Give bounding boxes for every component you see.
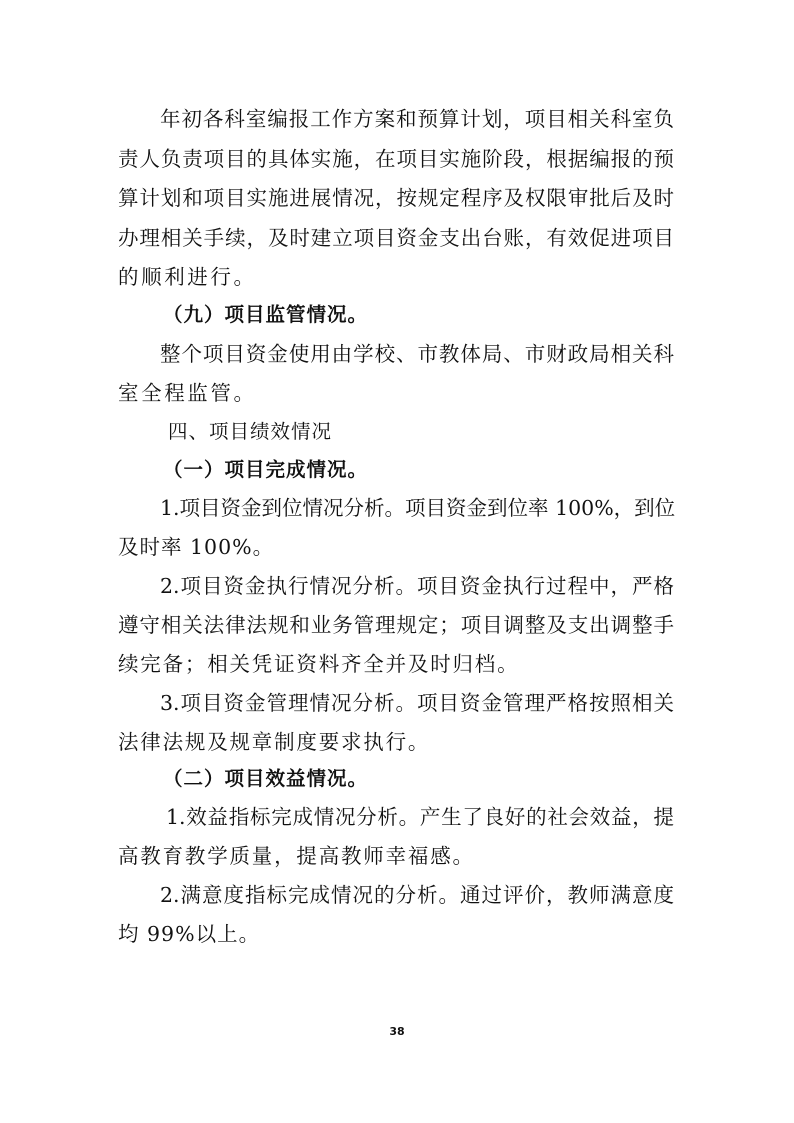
- list-item-line: 2.项目资金执行情况分析。项目资金执行过程中，严格: [160, 574, 674, 598]
- subheading-monitoring: （九）项目监管情况。: [163, 303, 369, 326]
- list-item-line: 续完备；相关凭证资料齐全并及时归档。: [118, 652, 520, 676]
- list-item-line: 均 99%以上。: [118, 922, 261, 946]
- list-item-line: 遵守相关法律法规和业务管理规定；项目调整及支出调整手: [118, 613, 674, 637]
- paragraph-line: 办理相关手续，及时建立项目资金支出台账，有效促进项目: [118, 226, 674, 250]
- paragraph-line: 责人负责项目的具体实施，在项目实施阶段，根据编报的预: [118, 147, 674, 171]
- list-item-line: 2.满意度指标完成情况的分析。通过评价，教师满意度: [160, 883, 674, 907]
- list-item-line: 及时率 100%。: [118, 535, 275, 559]
- paragraph-line: 室全程监管。: [118, 381, 257, 405]
- page-number: 38: [389, 1025, 405, 1038]
- section-heading-performance: 四、项目绩效情况: [168, 420, 333, 443]
- list-item-line: 3.项目资金管理情况分析。项目资金管理严格按照相关: [160, 691, 674, 715]
- list-item-line: 法律法规及规章制度要求执行。: [118, 730, 431, 754]
- paragraph-line: 年初各科室编报工作方案和预算计划，项目相关科室负: [160, 107, 674, 131]
- paragraph-line: 的顺利进行。: [118, 265, 257, 289]
- list-item-line: 1.项目资金到位情况分析。项目资金到位率 100%，到位: [160, 496, 676, 520]
- list-item-line: 高教育教学质量，提高教师幸福感。: [118, 844, 475, 868]
- paragraph-line: 算计划和项目实施进展情况，按规定程序及权限审批后及时: [118, 186, 674, 210]
- subheading-completion: （一）项目完成情况。: [163, 458, 369, 481]
- list-item-line: 1.效益指标完成情况分析。产生了良好的社会效益，提: [166, 805, 674, 829]
- paragraph-line: 整个项目资金使用由学校、市教体局、市财政局相关科: [160, 342, 674, 366]
- subheading-benefits: （二）项目效益情况。: [163, 767, 369, 790]
